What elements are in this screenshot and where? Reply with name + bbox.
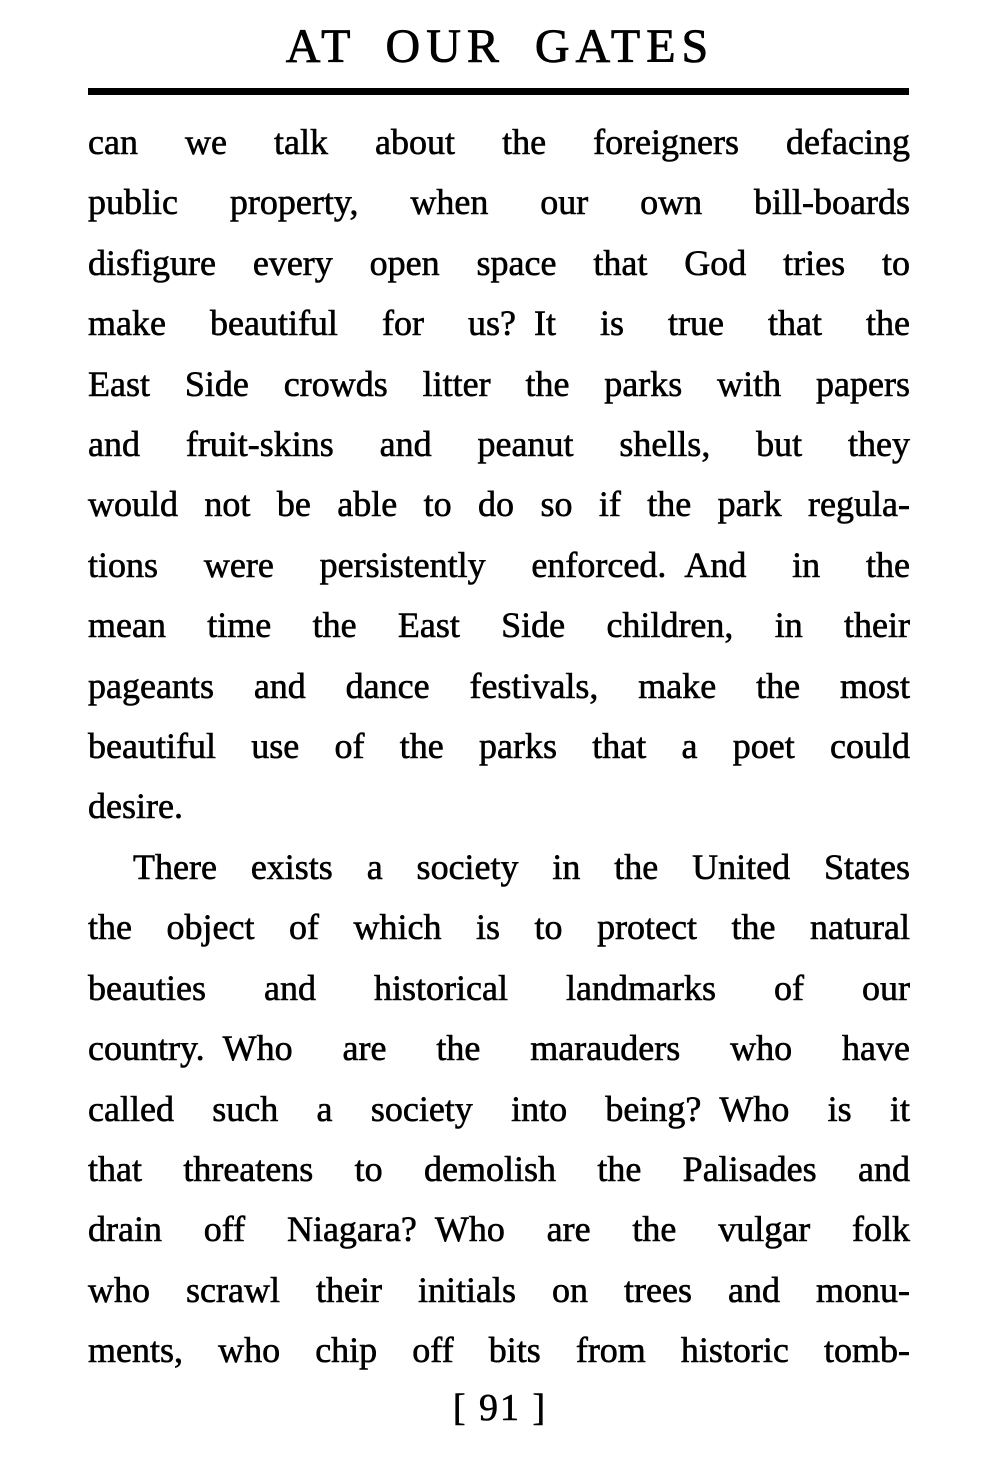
header-rule-divider [88,88,909,95]
text-line: pageants and dance festivals, make the most [88,665,910,706]
page-title: AT OUR GATES [285,20,715,73]
text-line: beauties and historical landmarks of our [88,967,910,1008]
text-line: who scrawl their initials on trees and monu- [88,1269,910,1310]
text-line: ments, who chip off bits from historic tomb- [88,1330,910,1371]
text-line: disfigure every open space that God tries to [88,242,910,283]
text-line: called such a society into being? Who is it [88,1088,910,1129]
text-line: that threatens to demolish the Palisades and [88,1148,910,1189]
body-text-block [88,112,910,1381]
text-line: beautiful use of the parks that a poet could [88,726,910,767]
text-line-paragraph-end: desire. [88,786,183,827]
text-line: and fruit-skins and peanut shells, but they [88,424,910,465]
text-line: would not be able to do so if the park regula- [88,484,910,525]
text-line: country. Who are the marauders who have [88,1028,910,1069]
text-line: drain off Niagara? Who are the vulgar folk [88,1209,910,1250]
text-line: mean time the East Side children, in their [88,605,910,646]
text-line: make beautiful for us? It is true that the [88,303,910,344]
text-line: East Side crowds litter the parks with papers [88,363,910,404]
text-line: public property, when our own bill-boards [88,182,910,223]
page-number: [ 91 ] [452,1387,548,1429]
text-line: tions were persistently enforced. And in the [88,544,910,585]
text-line: can we talk about the foreigners defacing [88,122,910,162]
text-line: the object of which is to protect the natural [88,907,910,948]
text-line-paragraph-start: There exists a society in the United States [133,846,910,887]
